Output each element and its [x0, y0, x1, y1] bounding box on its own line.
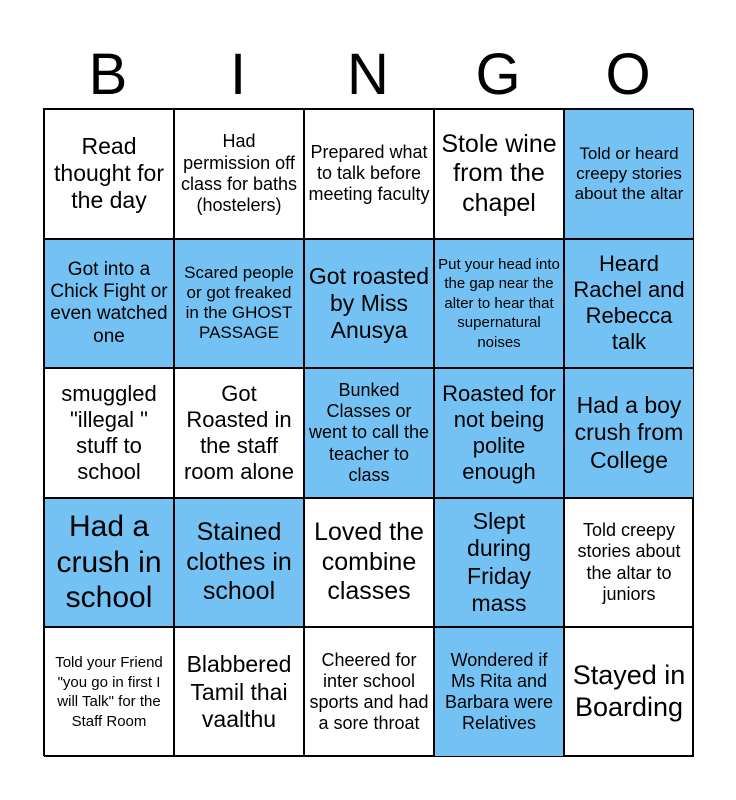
title-letter-i: I [229, 42, 247, 107]
bingo-title [43, 40, 693, 110]
bingo-cell-3-4[interactable] [434, 368, 564, 498]
bingo-cell-5-2[interactable] [174, 627, 304, 757]
title-letter-g: G [475, 42, 521, 107]
bingo-cell-text: Stayed in Boarding [572, 660, 686, 723]
bingo-cell-text: Got Roasted in the staff room alone [183, 381, 295, 484]
bingo-cell-1-1[interactable] [44, 109, 174, 239]
bingo-cell-4-2[interactable] [174, 498, 304, 628]
bingo-cell-text: Stole wine from the chapel [441, 129, 557, 217]
bingo-cell-2-3[interactable] [304, 239, 434, 369]
bingo-cell-text: Had a crush in school [56, 510, 162, 615]
bingo-cell-text: Stained clothes in school [186, 518, 292, 606]
title-letter-n: N [347, 42, 389, 107]
bingo-cell-4-4[interactable] [434, 498, 564, 628]
bingo-cell-3-5[interactable] [564, 368, 694, 498]
bingo-cell-text: Had permission off class for baths (hostelers) [180, 131, 298, 216]
bingo-cell-text: Heard Rachel and Rebecca talk [573, 251, 685, 355]
bingo-cell-4-5[interactable] [564, 498, 694, 628]
bingo-cell-text: Wondered if Ms Rita and Barbara were Relatives [444, 649, 554, 734]
bingo-cell-text: smuggled "illegal " stuff to school [61, 381, 157, 484]
bingo-cell-text: Bunked Classes or went to call the teacher to class [308, 379, 430, 485]
bingo-cell-5-4[interactable] [434, 627, 564, 757]
bingo-cell-2-2[interactable] [174, 239, 304, 369]
bingo-cell-text: Loved the combine classes [314, 518, 424, 606]
bingo-cell-text: Blabbered Tamil thai vaalthu [186, 651, 292, 732]
bingo-cell-3-3[interactable] [304, 368, 434, 498]
bingo-cell-4-3[interactable] [304, 498, 434, 628]
bingo-cell-text: Roasted for not being polite enough [442, 381, 556, 484]
bingo-cell-1-2[interactable] [174, 109, 304, 239]
bingo-cell-text: Read thought for the day [54, 133, 164, 214]
bingo-cell-text: Got roasted by Miss Anusya [308, 262, 430, 343]
bingo-cell-4-1[interactable] [44, 498, 174, 628]
bingo-cell-2-5[interactable] [564, 239, 694, 369]
bingo-cell-text: Told or heard creepy stories about the altar [574, 143, 684, 203]
bingo-cell-5-5[interactable] [564, 627, 694, 757]
bingo-cell-text: Had a boy crush from College [574, 392, 684, 473]
bingo-cell-text: Cheered for inter school sports and had a sore throat [309, 649, 429, 734]
bingo-cell-2-4[interactable] [434, 239, 564, 369]
bingo-cell-text: Scared people or got freaked in the GHOST PASSAGE [184, 263, 294, 343]
bingo-cell-3-2[interactable] [174, 368, 304, 498]
bingo-cell-1-4[interactable] [434, 109, 564, 239]
title-letter-b: B [88, 42, 128, 107]
bingo-cell-text: Put your head into the gap near the alter to hear that supernatural noises [438, 255, 560, 351]
bingo-cell-3-1[interactable] [44, 368, 174, 498]
bingo-board [43, 108, 693, 756]
bingo-cell-2-1[interactable] [44, 239, 174, 369]
bingo-cell-text: Prepared what to talk before meeting faculty [308, 141, 430, 205]
bingo-cell-1-3[interactable] [304, 109, 434, 239]
title-letter-o: O [605, 42, 651, 107]
bingo-cell-5-1[interactable] [44, 627, 174, 757]
bingo-cell-text: Told your Friend "you go in first I will Talk" for the Staff Room [55, 654, 163, 730]
bingo-cell-text: Told creepy stories about the altar to juniors [577, 520, 681, 604]
bingo-cell-1-5[interactable] [564, 109, 694, 239]
bingo-cell-text: Slept during Friday mass [467, 508, 531, 616]
bingo-cell-text: Got into a Chick Fight or even watched one [50, 258, 168, 347]
bingo-cell-5-3[interactable] [304, 627, 434, 757]
